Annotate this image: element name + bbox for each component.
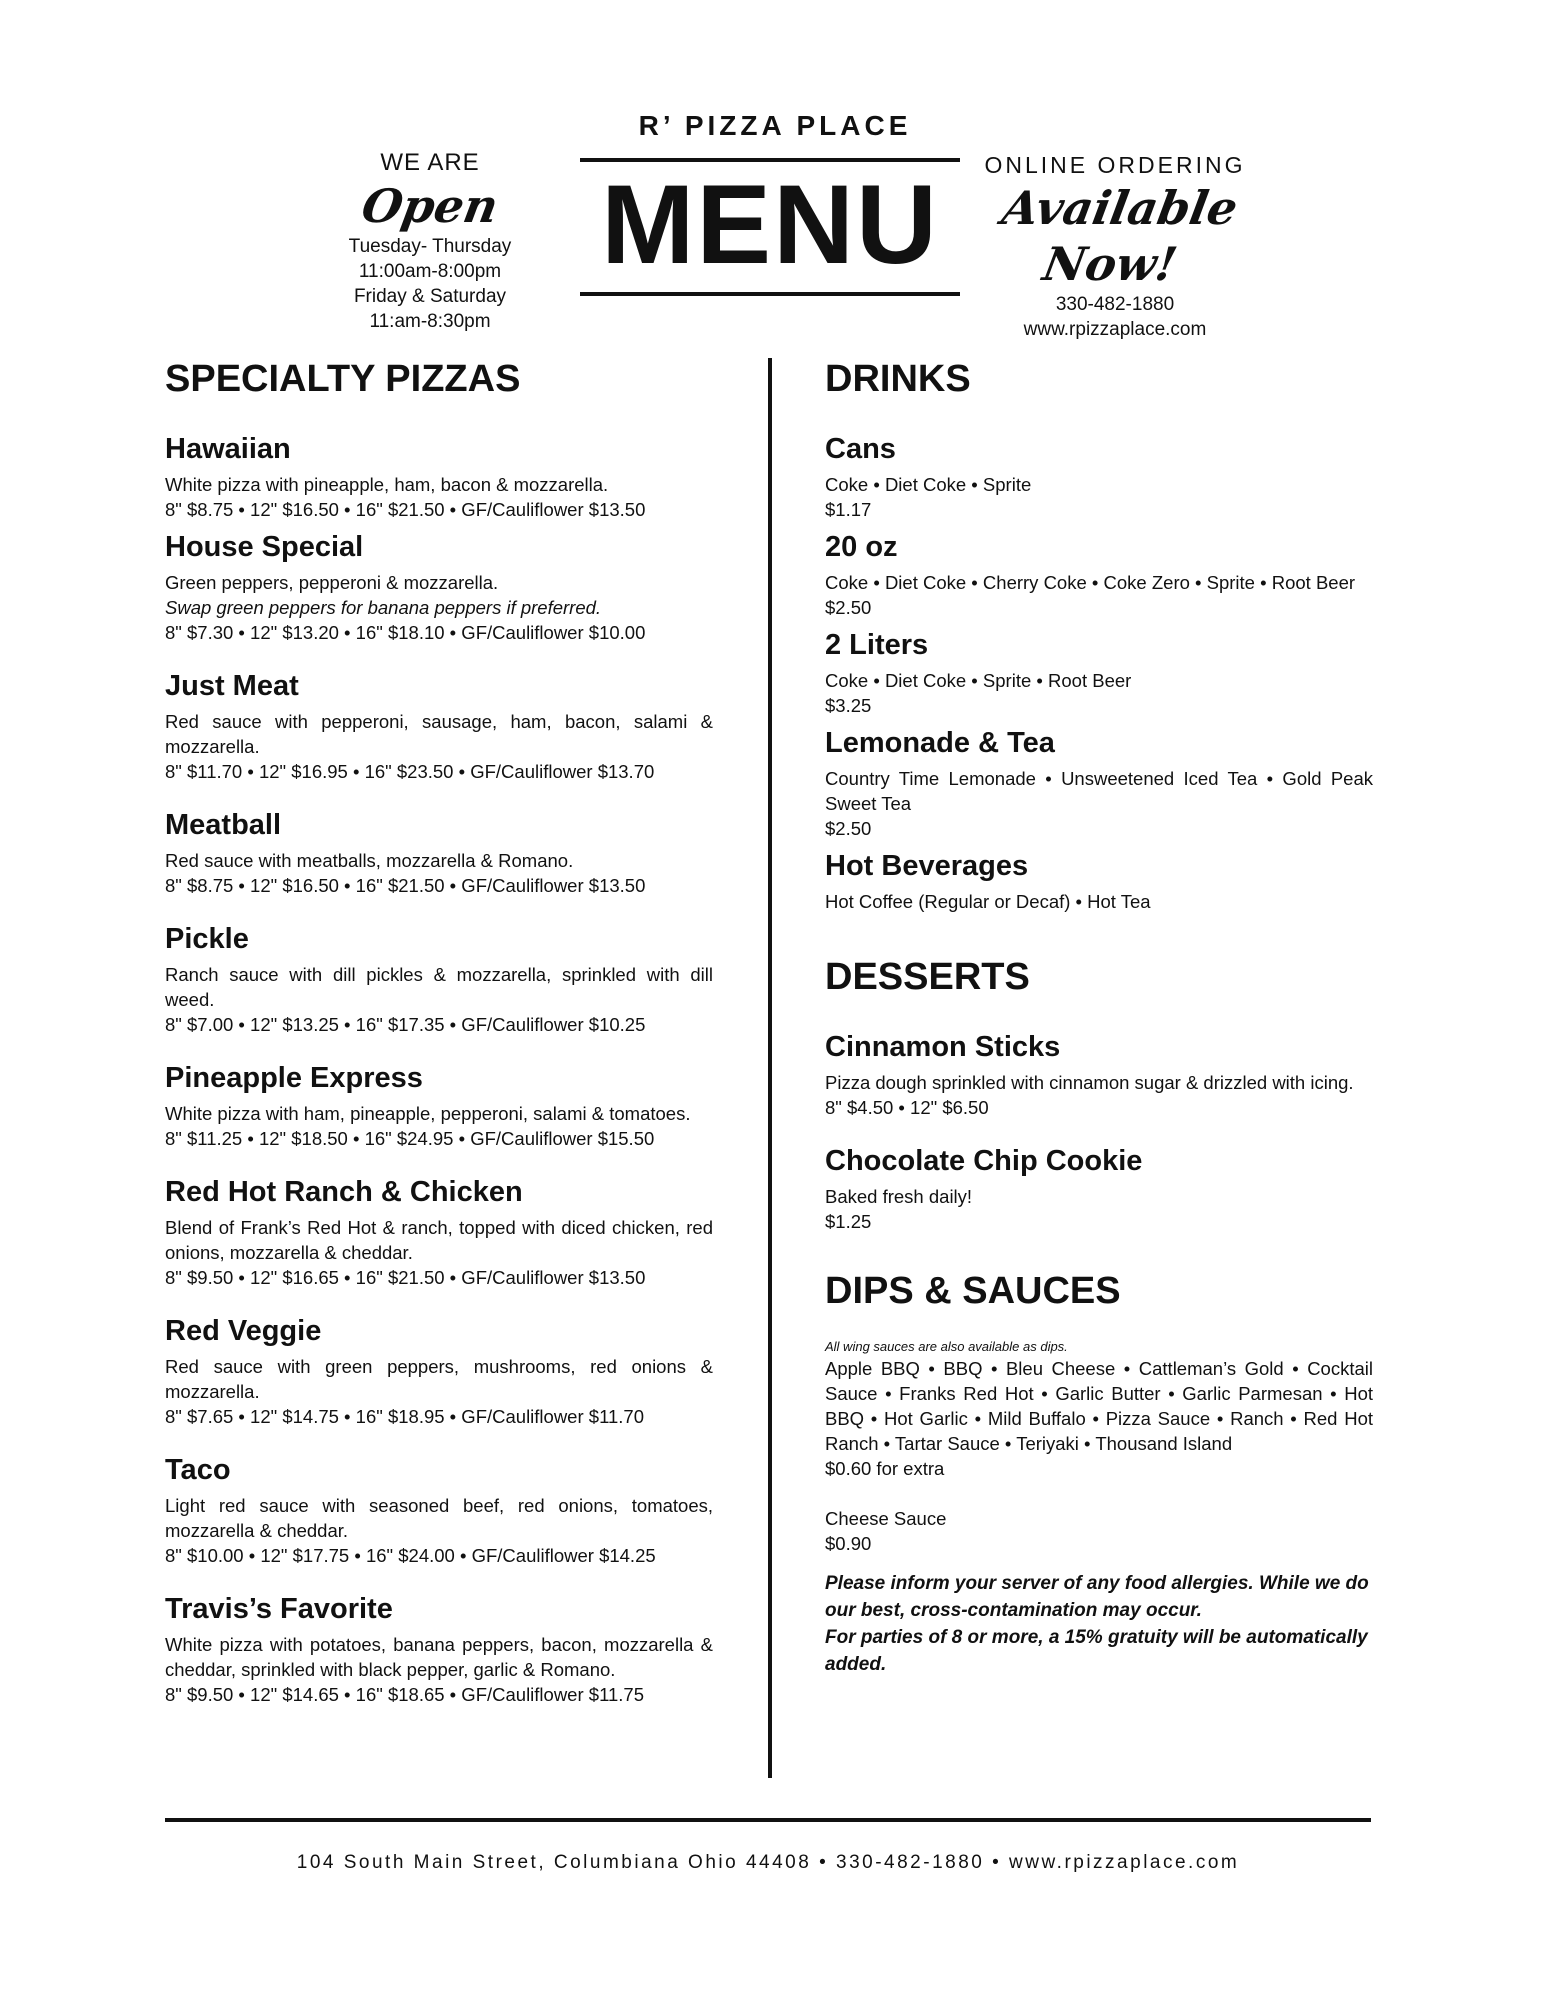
item-desc: White pizza with pineapple, ham, bacon & mozzarella.: [165, 474, 609, 495]
item-price: $1.17: [825, 499, 872, 520]
drink-item: [825, 530, 1373, 620]
menu-item: [165, 1592, 713, 1707]
item-desc: White pizza with potatoes, banana peppers, bacon, mozzarella & cheddar, sprinkled with black pepper, garlic & Romano.: [165, 1634, 713, 1680]
menu-item: [165, 669, 713, 784]
allergy-line: Please inform your server of any food allergies. While we do our best, cross-contamination may occur.: [825, 1573, 1369, 1621]
menu-item: [165, 1061, 713, 1151]
item-price: 8" $9.50 • 12" $14.65 • 16" $18.65 • GF/Cauliflower $11.75: [165, 1684, 644, 1705]
header-phone: 330-482-1880: [1055, 294, 1175, 315]
section-title-desserts: DESSERTS: [825, 956, 1030, 998]
item-price: 8" $7.65 • 12" $14.75 • 16" $18.95 • GF/Cauliflower $11.70: [165, 1406, 644, 1427]
item-price: 8" $11.25 • 12" $18.50 • 16" $24.95 • GF/Cauliflower $15.50: [165, 1128, 655, 1149]
item-name: 20 oz: [825, 531, 898, 563]
item-note: Swap green peppers for banana peppers if preferred.: [165, 597, 602, 618]
item-desc: White pizza with ham, pineapple, pepperoni, salami & tomatoes.: [165, 1103, 691, 1124]
item-name: Pineapple Express: [165, 1062, 423, 1094]
item-price: 8" $11.70 • 12" $16.95 • 16" $23.50 • GF/Cauliflower $13.70: [165, 761, 655, 782]
drink-item: [825, 849, 1373, 914]
item-desc: Coke • Diet Coke • Sprite: [825, 474, 1032, 495]
item-name: Lemonade & Tea: [825, 727, 1055, 759]
item-desc: Coke • Diet Coke • Cherry Coke • Coke Zero • Sprite • Root Beer: [825, 572, 1356, 593]
item-desc: Green peppers, pepperoni & mozzarella.: [165, 572, 499, 593]
hours-line: 11:am-8:30pm: [369, 311, 491, 332]
item-price: 8" $4.50 • 12" $6.50: [825, 1097, 989, 1118]
item-desc: Baked fresh daily!: [825, 1186, 973, 1207]
online-ordering-label: ONLINE ORDERING: [984, 152, 1246, 178]
cheese-sauce-price: $0.90: [825, 1533, 872, 1554]
hours-line: 11:00am-8:00pm: [358, 261, 502, 282]
item-name: Red Veggie: [165, 1315, 322, 1347]
open-hours-block: [330, 148, 530, 334]
online-ordering-block: [965, 150, 1265, 342]
header-rule-bottom: [580, 292, 960, 296]
item-name: Cans: [825, 433, 896, 465]
specialty-pizzas-section: [165, 356, 713, 1707]
item-name: Pickle: [165, 923, 249, 955]
section-title-specialty-pizzas: SPECIALTY PIZZAS: [165, 358, 521, 400]
allergy-notice: [825, 1570, 1373, 1678]
drink-item: [825, 726, 1373, 841]
item-desc: Country Time Lemonade • Unsweetened Iced Tea • Gold Peak Sweet Tea: [825, 768, 1373, 814]
item-name: Meatball: [165, 809, 282, 841]
item-price: 8" $7.30 • 12" $13.20 • 16" $18.10 • GF/Cauliflower $10.00: [165, 622, 646, 643]
hours-line: Friday & Saturday: [353, 286, 507, 307]
we-are-label: WE ARE: [380, 149, 480, 176]
available-now-script: Available Now!: [998, 181, 1242, 291]
section-title-drinks: DRINKS: [825, 358, 971, 400]
item-price: 8" $10.00 • 12" $17.75 • 16" $24.00 • GF/Cauliflower $14.25: [165, 1545, 656, 1566]
item-name: Hot Beverages: [825, 850, 1029, 882]
column-divider: [768, 358, 772, 1778]
header-website: www.rpizzaplace.com: [1023, 319, 1207, 340]
item-desc: Red sauce with pepperoni, sausage, ham, bacon, salami & mozzarella.: [165, 711, 713, 757]
gratuity-line: For parties of 8 or more, a 15% gratuity will be automatically added.: [825, 1627, 1368, 1675]
item-desc: Hot Coffee (Regular or Decaf) • Hot Tea: [825, 891, 1151, 912]
item-name: Cinnamon Sticks: [825, 1031, 1061, 1063]
menu-title: MENU: [601, 162, 939, 287]
item-name: House Special: [165, 531, 364, 563]
menu-item: [165, 530, 713, 645]
drink-item: [825, 628, 1373, 718]
footer-rule: [165, 1818, 1371, 1822]
drink-item: [825, 432, 1373, 522]
dessert-item: [825, 1030, 1373, 1120]
item-name: 2 Liters: [825, 629, 929, 661]
item-name: Just Meat: [165, 670, 299, 702]
item-name: Hawaiian: [165, 433, 291, 465]
menu-item: [165, 432, 713, 522]
item-price: $2.50: [825, 597, 872, 618]
item-price: 8" $7.00 • 12" $13.25 • 16" $17.35 • GF/Cauliflower $10.25: [165, 1014, 646, 1035]
item-name: Red Hot Ranch & Chicken: [165, 1176, 523, 1208]
item-price: 8" $9.50 • 12" $16.65 • 16" $21.50 • GF/Cauliflower $13.50: [165, 1267, 646, 1288]
item-name: Taco: [165, 1454, 231, 1486]
cheese-sauce-name: Cheese Sauce: [825, 1508, 947, 1529]
item-name: Chocolate Chip Cookie: [825, 1145, 1143, 1177]
dips-block: [825, 1338, 1373, 1556]
item-price: $2.50: [825, 818, 872, 839]
dips-note: All wing sauces are also available as dips.: [825, 1339, 1068, 1354]
dips-list: Apple BBQ • BBQ • Bleu Cheese • Cattleman’s Gold • Cocktail Sauce • Franks Red Hot • Garlic Butter • Garlic Parmesan • Hot BBQ • Hot Garlic • Mild Buffalo • Pizza Sauce • Ranch • Red Hot Ranch • Tartar Sauce • Teriyaki • Thousand Island: [825, 1358, 1373, 1454]
item-price: $3.25: [825, 695, 872, 716]
menu-item: [165, 1453, 713, 1568]
dips-price: $0.60 for extra: [825, 1458, 945, 1479]
item-price: $1.25: [825, 1211, 872, 1232]
menu-item: [165, 922, 713, 1037]
open-script-label: Open: [357, 179, 503, 233]
menu-item: [165, 808, 713, 898]
item-desc: Red sauce with green peppers, mushrooms, red onions & mozzarella.: [165, 1356, 713, 1402]
right-column: [825, 356, 1373, 1678]
restaurant-name: R’ PIZZA PLACE: [638, 110, 912, 141]
item-price: 8" $8.75 • 12" $16.50 • 16" $21.50 • GF/Cauliflower $13.50: [165, 875, 646, 896]
dessert-item: [825, 1144, 1373, 1234]
item-desc: Blend of Frank’s Red Hot & ranch, topped with diced chicken, red onions, mozzarella & cheddar.: [165, 1217, 713, 1263]
item-desc: Red sauce with meatballs, mozzarella & Romano.: [165, 850, 574, 871]
menu-item: [165, 1175, 713, 1290]
menu-item: [165, 1314, 713, 1429]
item-desc: Ranch sauce with dill pickles & mozzarella, sprinkled with dill weed.: [165, 964, 713, 1010]
footer-address: 104 South Main Street, Columbiana Ohio 44408 • 330-482-1880 • www.rpizzaplace.com: [296, 1852, 1240, 1873]
hours-line: Tuesday- Thursday: [348, 236, 512, 257]
item-desc: Light red sauce with seasoned beef, red onions, tomatoes, mozzarella & cheddar.: [165, 1495, 713, 1541]
item-desc: Pizza dough sprinkled with cinnamon sugar & drizzled with icing.: [825, 1072, 1354, 1093]
section-title-dips: DIPS & SAUCES: [825, 1270, 1121, 1312]
item-price: 8" $8.75 • 12" $16.50 • 16" $21.50 • GF/Cauliflower $13.50: [165, 499, 646, 520]
item-desc: Coke • Diet Coke • Sprite • Root Beer: [825, 670, 1132, 691]
item-name: Travis’s Favorite: [165, 1593, 393, 1625]
